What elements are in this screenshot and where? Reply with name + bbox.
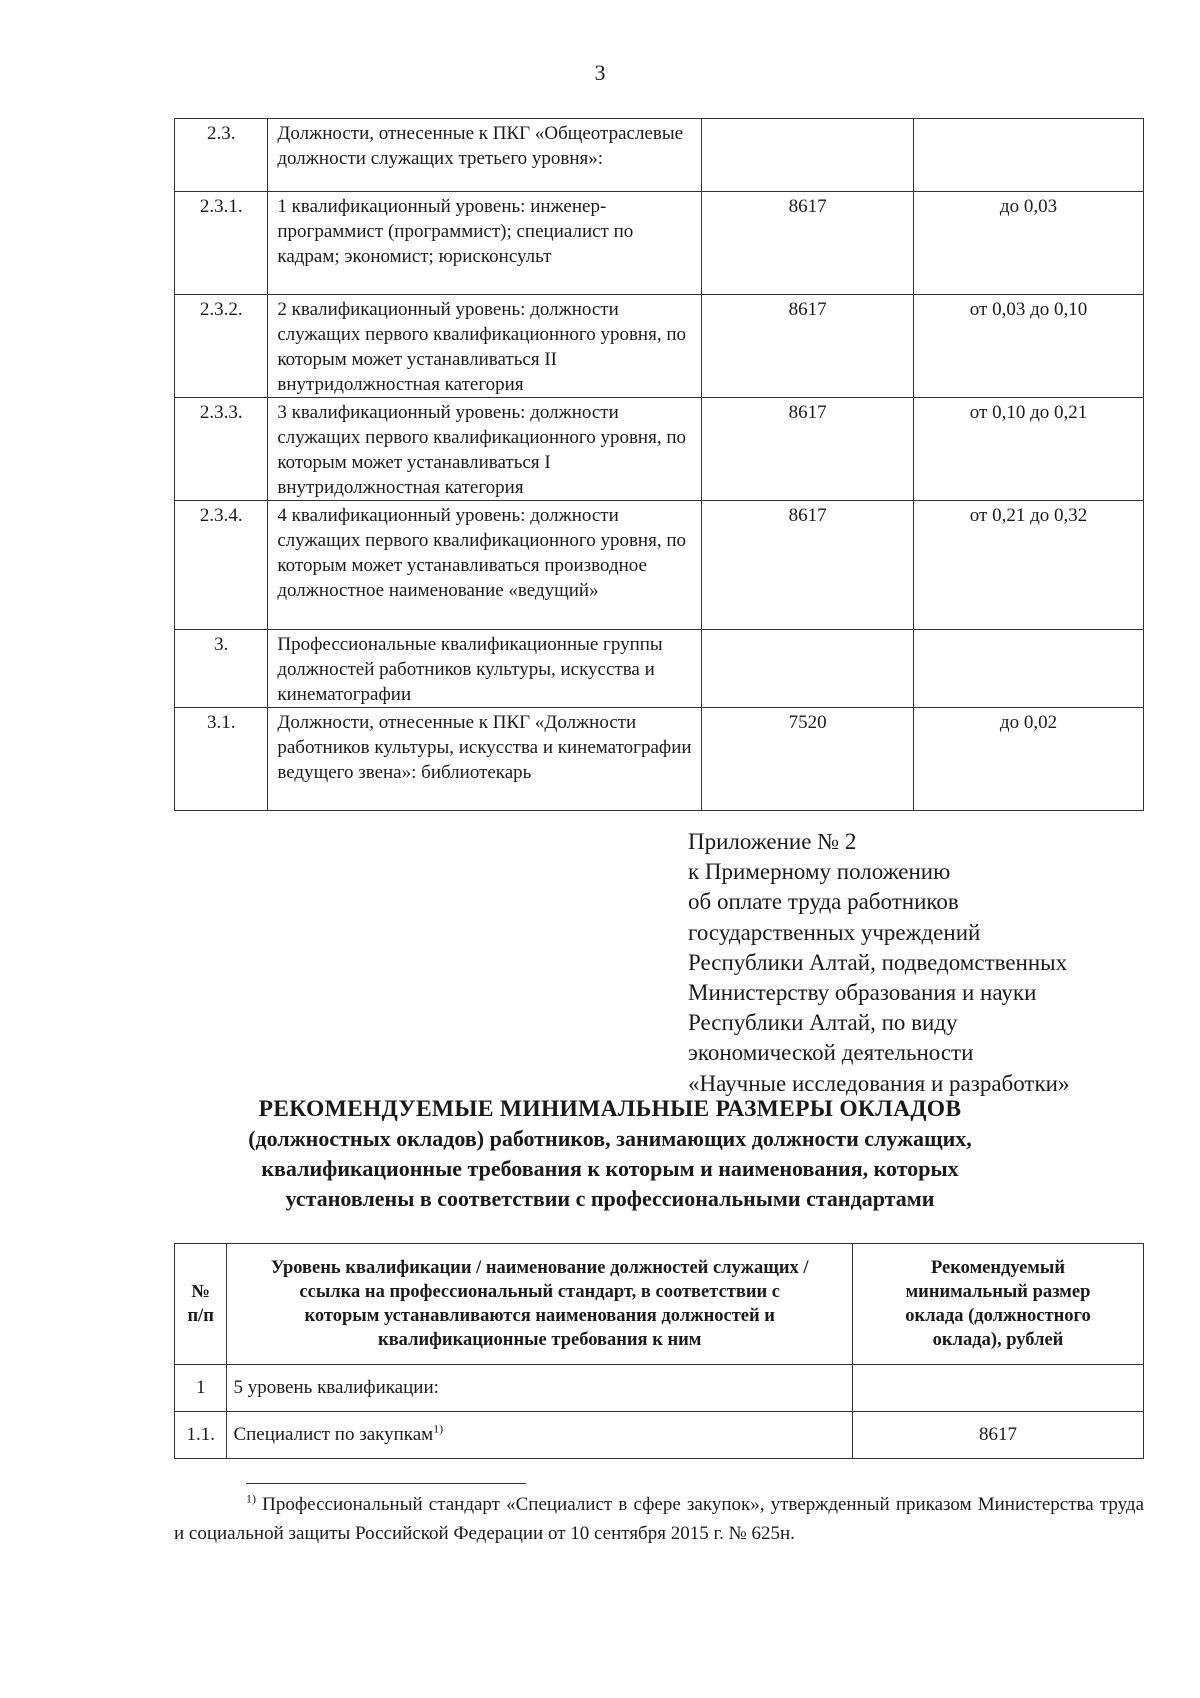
coefficient-value: от 0,21 до 0,32 — [914, 501, 1144, 630]
row-number: 2.3.3. — [175, 398, 268, 501]
salary-value — [702, 630, 914, 708]
standards-table — [174, 1243, 1144, 1459]
salary-table-body — [175, 119, 1144, 811]
coefficient-value: от 0,10 до 0,21 — [914, 398, 1144, 501]
appendix-line: Республики Алтай, по виду — [688, 1010, 958, 1036]
appendix-line: «Научные исследования и разработки» — [688, 1070, 1070, 1096]
footnote-divider — [246, 1483, 526, 1484]
header-number-line: № — [191, 1282, 211, 1302]
row-number: 2.3. — [175, 119, 268, 192]
salary-value — [853, 1365, 1144, 1412]
coefficient-value — [914, 630, 1144, 708]
position-name: Должности, отнесенные к ПКГ «Должности работников культуры, искусства и кинематографии ведущего звена»: библиотекарь — [268, 708, 702, 811]
table-row — [175, 630, 1144, 708]
coefficient-value: до 0,02 — [914, 708, 1144, 811]
salary-value: 8617 — [702, 501, 914, 630]
row-number: 3.1. — [175, 708, 268, 811]
qualification-level: 5 уровень квалификации: — [227, 1365, 853, 1412]
appendix-line: Министерству образования и науки — [688, 980, 1037, 1006]
appendix-line: об оплате труда работников — [688, 889, 959, 915]
table-row — [175, 119, 1144, 192]
position-name-cell — [227, 1412, 853, 1459]
header-level: Уровень квалификации / наименование должностей служащих / ссылка на профессиональный стандарт, в соответствии с которым устанавливаются наименования должностей и квалификационные требования к ним — [227, 1244, 853, 1365]
appendix-line: экономической деятельности — [688, 1040, 974, 1066]
table-row — [175, 295, 1144, 398]
salary-table — [174, 118, 1144, 811]
footnote — [174, 1490, 1144, 1548]
appendix-block — [688, 827, 1188, 1099]
table-row — [175, 501, 1144, 630]
row-number: 2.3.1. — [175, 192, 268, 295]
salary-value: 8617 — [853, 1412, 1144, 1459]
table-row — [175, 192, 1144, 295]
footnote-reference[interactable]: 1) — [433, 1421, 444, 1436]
table-header-row — [175, 1244, 1144, 1365]
row-number: 3. — [175, 630, 268, 708]
salary-value — [702, 119, 914, 192]
salary-value: 8617 — [702, 192, 914, 295]
heading-line: РЕКОМЕНДУЕМЫЕ МИНИМАЛЬНЫЕ РАЗМЕРЫ ОКЛАДОВ — [258, 1096, 962, 1122]
appendix-line: Республики Алтай, подведомственных — [688, 949, 1068, 975]
position-name: Специалист по закупкам — [233, 1424, 434, 1445]
position-name: 1 квалификационный уровень: инженер-программист (программист); специалист по кадрам; экономист; юрисконсульт — [268, 192, 702, 295]
row-number: 1 — [175, 1365, 227, 1412]
header-number — [175, 1244, 227, 1365]
position-name: 3 квалификационный уровень: должности служащих первого квалификационного уровня, по которым может устанавливаться I внутридолжностная категория — [268, 398, 702, 501]
row-number: 2.3.2. — [175, 295, 268, 398]
position-name: 4 квалификационный уровень: должности служащих первого квалификационного уровня, по которым может устанавливаться производное должностное наименование «ведущий» — [268, 501, 702, 630]
page-number: 3 — [594, 60, 606, 85]
coefficient-value: до 0,03 — [914, 192, 1144, 295]
document-heading — [150, 1094, 1070, 1214]
header-number-line: п/п — [187, 1306, 214, 1326]
heading-line: установлены в соответствии с профессиональными стандартами — [285, 1186, 935, 1211]
heading-line: (должностных окладов) работников, занимающих должности служащих, — [248, 1126, 972, 1151]
coefficient-value — [914, 119, 1144, 192]
position-name: Должности, отнесенные к ПКГ «Общеотраслевые должности служащих третьего уровня»: — [268, 119, 702, 192]
table-row — [175, 398, 1144, 501]
appendix-line: к Примерному положению — [688, 859, 951, 885]
position-name: 2 квалификационный уровень: должности служащих первого квалификационного уровня, по которым может устанавливаться II внутридолжностная категория — [268, 295, 702, 398]
salary-value: 8617 — [702, 398, 914, 501]
coefficient-value: от 0,03 до 0,10 — [914, 295, 1144, 398]
appendix-line: Приложение № 2 — [688, 829, 857, 854]
position-name: Профессиональные квалификационные группы должностей работников культуры, искусства и кинематографии — [268, 630, 702, 708]
appendix-line: государственных учреждений — [688, 919, 981, 945]
footnote-text: Профессиональный стандарт «Специалист в сфере закупок», утвержденный приказом Министерства труда и социальной защиты Российской Федерации от 10 сентября 2015 г. № 625н. — [174, 1494, 1144, 1544]
footnote-mark: 1) — [246, 1491, 256, 1506]
table-row — [175, 1412, 1144, 1459]
salary-value: 7520 — [702, 708, 914, 811]
heading-line: квалификационные требования к которым и наименования, которых — [261, 1156, 959, 1181]
table-row — [175, 1365, 1144, 1412]
row-number: 2.3.4. — [175, 501, 268, 630]
row-number: 1.1. — [175, 1412, 227, 1459]
header-salary: Рекомендуемый минимальный размер оклада (должностного оклада), рублей — [853, 1244, 1144, 1365]
salary-value: 8617 — [702, 295, 914, 398]
table-row — [175, 708, 1144, 811]
